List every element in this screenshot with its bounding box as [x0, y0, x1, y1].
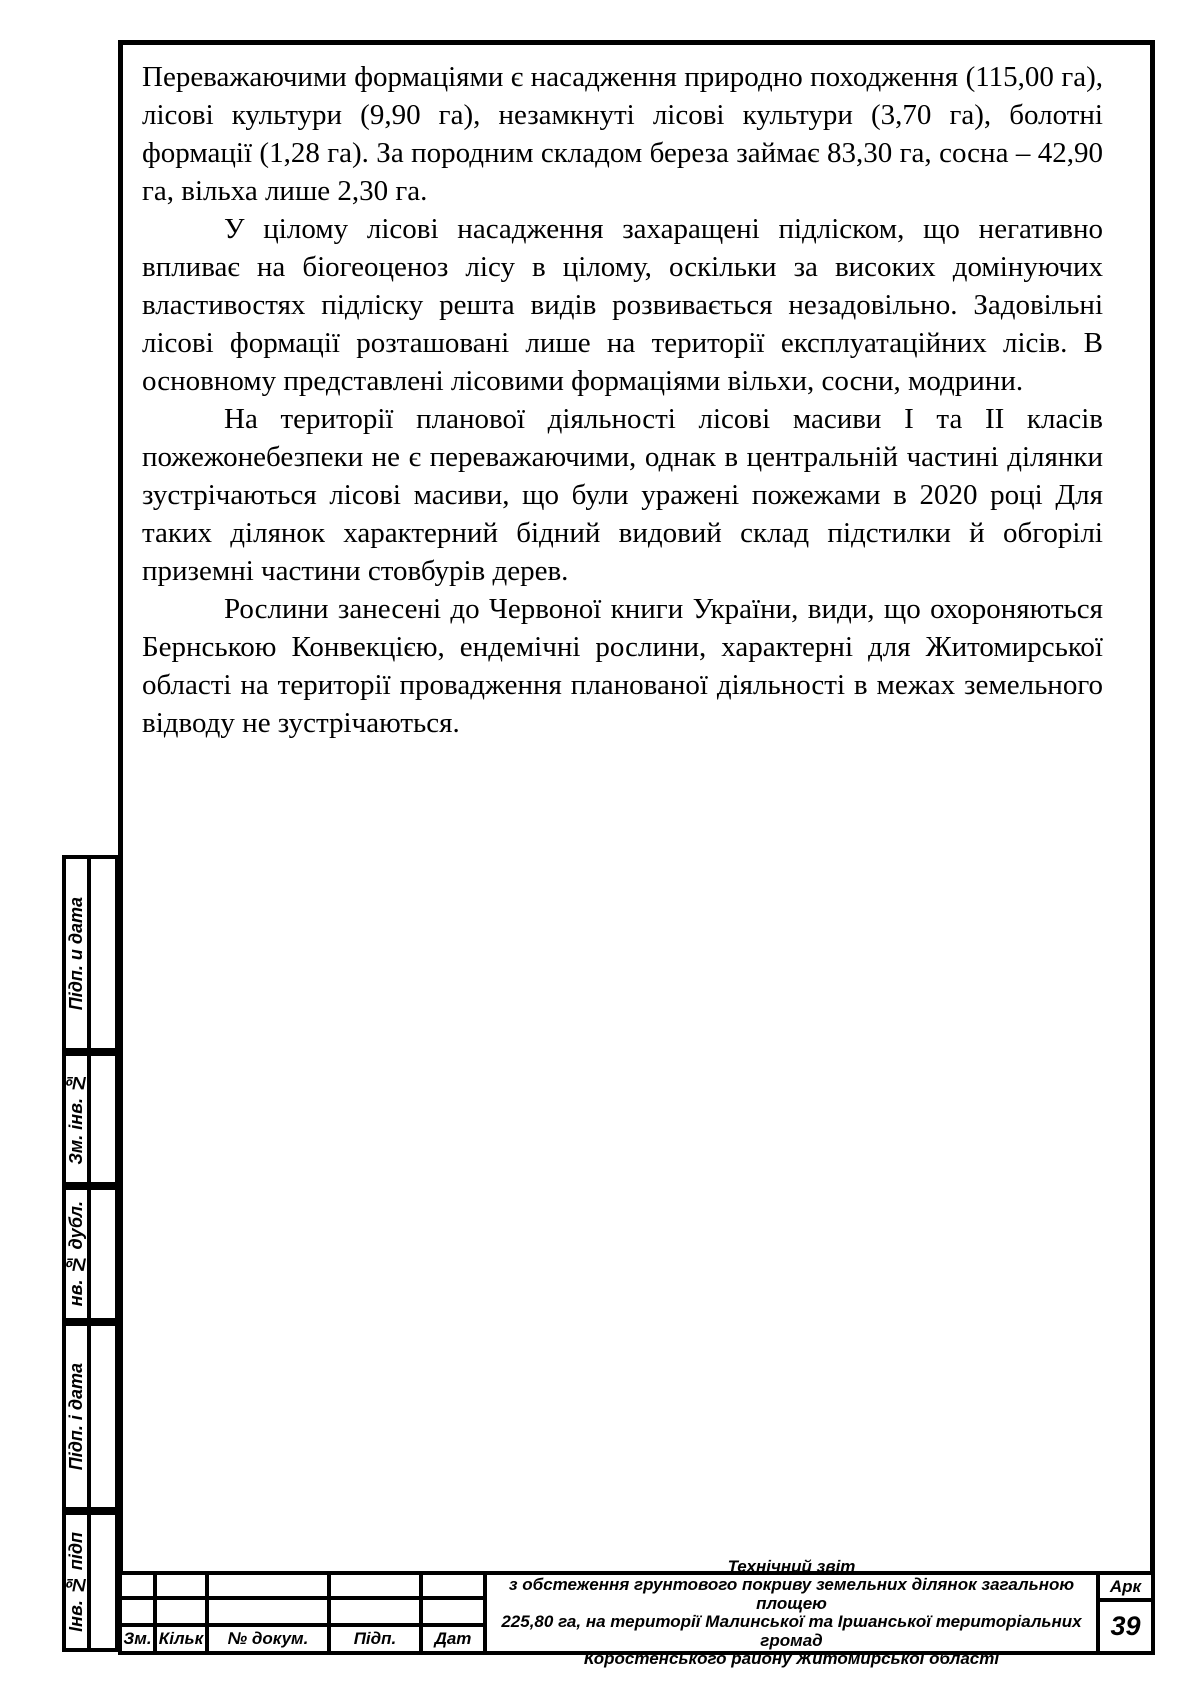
revision-cell — [331, 1575, 423, 1600]
sidebar-label-cell — [66, 1326, 91, 1507]
revision-cell — [331, 1600, 423, 1627]
sheet-number-cell: 39 — [1110, 1611, 1141, 1641]
revision-cell — [209, 1575, 331, 1600]
sidebar-section-inv-no-orig — [62, 1511, 119, 1652]
sidebar-empty-cell — [91, 1056, 115, 1182]
paragraph: У цілому лісові насадження захаращені підліском, що негативно впливає на біогеоценоз лісу в цілому, оскільки за високих домінуючих властивостях підліску решта видів розвивається незадовільно. Задовільні лісові формації розташовані лише на території експлуатаційних лісів. В основному представлені лісовими формаціями вільхи, сосни, модрини. — [142, 213, 1103, 397]
revision-cell — [157, 1575, 209, 1600]
column-header-sign: Підп. — [331, 1627, 423, 1651]
column-header-doc-no: № докум. — [209, 1627, 331, 1651]
sidebar-label-cell — [66, 1056, 91, 1182]
sidebar-section-sign-date-1 — [62, 855, 119, 1052]
sheet-column — [1100, 1575, 1151, 1651]
sidebar-label: Інв. № підп — [66, 1531, 86, 1632]
sidebar-label-cell — [66, 1515, 91, 1648]
column-header-change: Зм. — [122, 1627, 157, 1651]
sidebar-empty-cell — [91, 1190, 115, 1318]
margin-sidebar — [62, 855, 119, 1652]
revision-table — [122, 1575, 487, 1651]
revision-cell — [423, 1575, 483, 1600]
sidebar-label-cell — [66, 1190, 91, 1318]
document-title-line: 225,80 га, на території Малинської та Іршанської територіальних громад — [501, 1612, 1082, 1650]
revision-cell — [122, 1600, 157, 1627]
sidebar-section-inv-no-dupl — [62, 1186, 119, 1322]
sidebar-section-repl-inv-no — [62, 1052, 119, 1186]
sidebar-empty-cell — [91, 1326, 115, 1507]
sidebar-empty-cell — [91, 1515, 115, 1648]
column-header-date: Дат — [434, 1629, 472, 1648]
sidebar-label-cell — [66, 859, 91, 1048]
revision-cell — [209, 1600, 331, 1627]
title-block — [118, 1556, 1155, 1668]
paragraph: Переважаючими формаціями є насадження природно походження (115,00 га), лісові культури (9,90 га), незамкнуті лісові культури (3,70 га), болотні формації (1,28 га). За породним складом береза займає 83,30 га, сосна – 42,90 га, вільха лише 2,30 га. — [142, 61, 1103, 207]
paragraph: На території планової діяльності лісові масиви І та ІІ класів пожежонебезпеки не є переважаючими, однак в центральній частині ділянки зустрічаються лісові масиви, що були уражені пожежами в 2020 році Для таких ділянок характерний бідний видовий склад підстилки й обгорілі приземні частини стовбурів дерев. — [142, 403, 1103, 587]
sidebar-empty-cell — [91, 859, 115, 1048]
sidebar-label: Підп. и дата — [66, 896, 86, 1011]
revision-cell — [157, 1600, 209, 1627]
column-header-count: Кільк — [157, 1627, 209, 1651]
revision-cell — [423, 1600, 483, 1627]
sidebar-label: Підп. і дата — [66, 1362, 86, 1471]
sidebar-label: Зм. інв. № — [66, 1073, 86, 1165]
sidebar-section-sign-date-2 — [62, 1322, 119, 1511]
document-title-line: Коростенського району Житомирської області — [583, 1649, 1000, 1668]
revision-cell — [122, 1575, 157, 1600]
document-title-cell — [487, 1556, 1100, 1668]
document-title-line: з обстеження грунтового покриву земельних ділянок загальною площею — [508, 1575, 1075, 1613]
sidebar-label: нв. № дубл. — [66, 1201, 86, 1307]
document-title-line: Технічний звіт — [727, 1556, 856, 1576]
body-text — [142, 58, 1103, 742]
paragraph: Рослини занесені до Червоної книги України, види, що охороняються Бернською Конвекцією, ендемічні рослини, характерні для Житомирської області на території провадження планованої діяльності в межах земельного відводу не зустрічаються. — [142, 593, 1103, 739]
sheet-label-cell: Арк — [1100, 1575, 1151, 1602]
